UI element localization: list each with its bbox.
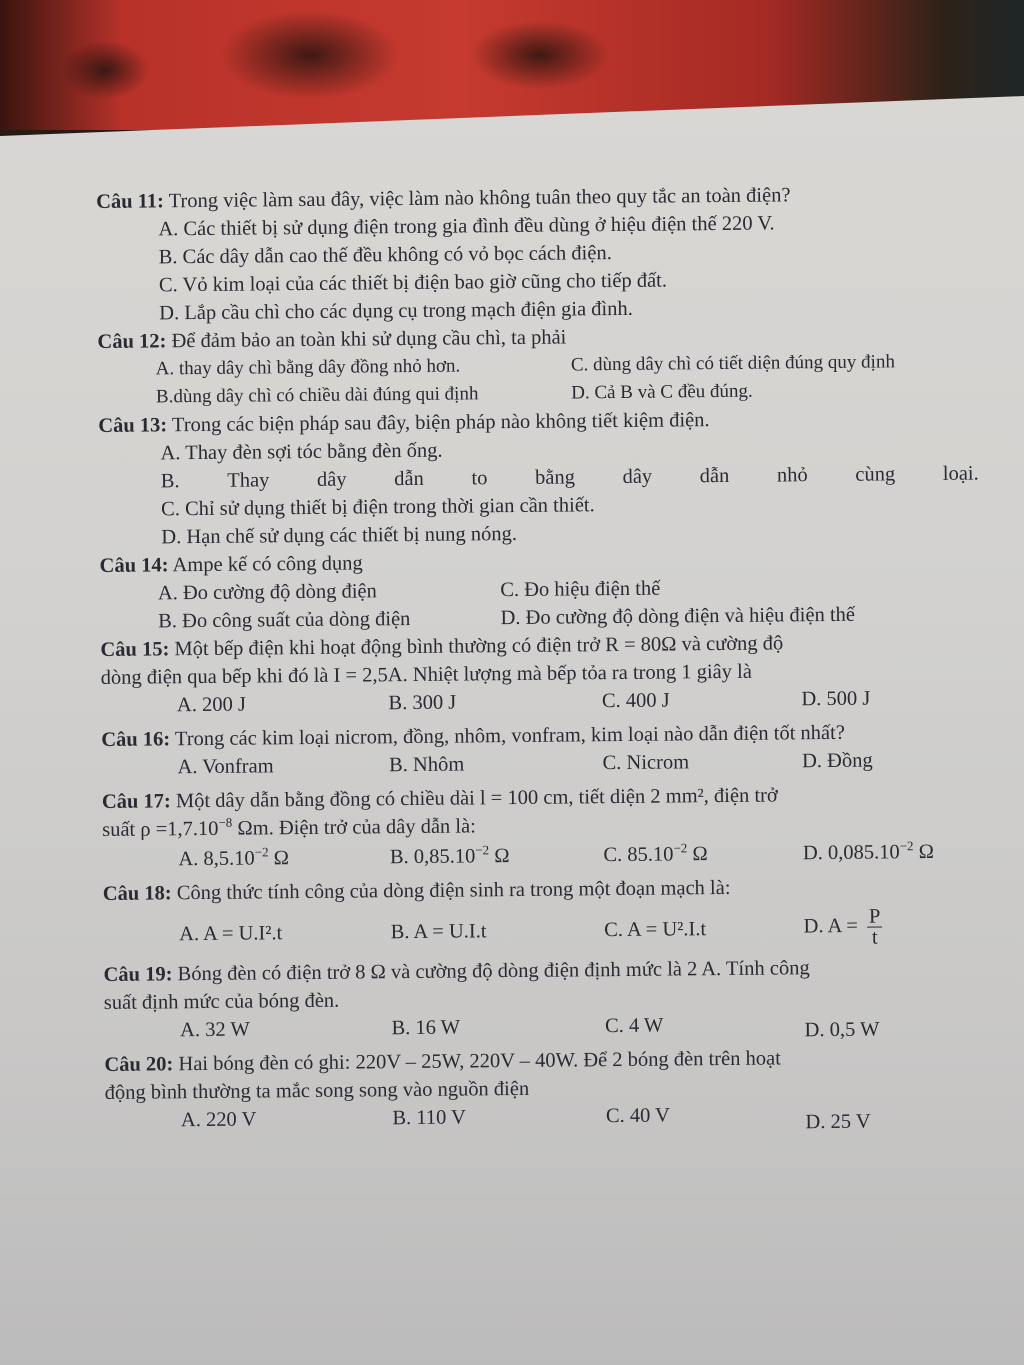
option-c: C. Đo hiệu điện thế: [500, 577, 661, 602]
option-b: B. Nhôm: [388, 753, 465, 777]
question-text: Để đảm bảo an toàn khi sử dụng cầu chì, ta phải: [171, 326, 567, 353]
option-c: C. 40 V: [605, 1104, 671, 1128]
word: dẫn: [699, 464, 730, 488]
exponent: −2: [475, 842, 490, 858]
option-d: D. Cả B và C đều đúng.: [571, 380, 753, 404]
fraction-numerator: P: [868, 905, 881, 928]
option-b: B.dùng dây chì có chiều dài đúng qui định: [155, 383, 479, 408]
exponent: −2: [254, 844, 269, 860]
word: loại.: [942, 462, 979, 485]
word: dây: [622, 465, 653, 488]
question-number: Câu 19:: [103, 963, 173, 986]
word: dẫn: [394, 467, 424, 491]
option-unit: Ω: [268, 847, 290, 870]
question-15: [100, 627, 1011, 720]
option-a: A. Thay đèn sợi tóc bằng đèn ống.: [160, 439, 443, 465]
word: Thay: [227, 469, 270, 492]
exponent: −8: [218, 814, 233, 830]
question-text: Trong các biện pháp sau đây, biện pháp nào không tiết kiệm điện.: [171, 409, 710, 437]
question-14: [99, 543, 1010, 636]
option-prefix: D. A =: [803, 914, 864, 938]
question-number: Câu 20:: [104, 1053, 174, 1076]
option-d: D. 0,5 W: [804, 1018, 880, 1042]
question-text-continued: động bình thường ta mắc song song vào nguồn điện: [104, 1077, 530, 1104]
option-a: A. 32 W: [179, 1018, 250, 1042]
option-b: B. A = U.I.t: [390, 919, 487, 943]
question-17: [102, 779, 1013, 874]
option-a: A. thay dây chì bằng dây đồng nhỏ hơn.: [155, 355, 461, 380]
option-b: B. Đo công suất của dòng điện: [158, 608, 411, 633]
question-20: [104, 1042, 1015, 1143]
question-text: Ampe kế có công dụng: [172, 552, 363, 577]
option-a: A. Vonfram: [177, 755, 274, 779]
question-19: [103, 952, 1014, 1051]
question-16: [101, 717, 1011, 782]
option-d: D. 500 J: [801, 687, 871, 711]
word: to: [471, 467, 488, 490]
exponent: −2: [899, 838, 914, 854]
question-text: Một bếp điện khi hoạt động bình thường có điện trở R = 80Ω và cường độ: [174, 632, 784, 661]
question-text: Một dây dẫn bằng đồng có chiều dài l = 100 cm, tiết diện 2 mm², điện trở: [175, 784, 778, 813]
question-18: [103, 871, 1014, 955]
word: B.: [160, 470, 180, 493]
text-segment: Ωm. Điện trở của dây dẫn là:: [232, 815, 476, 840]
dark-smudge: [220, 10, 400, 100]
option-c: C. Chỉ sử dụng thiết bị điện trong thời gian cần thiết.: [160, 494, 595, 521]
question-12: [97, 319, 1008, 412]
option-unit: Ω: [489, 845, 510, 868]
question-text: Bóng đèn có điện trở 8 Ω và cường độ dòng điện định mức là 2 A. Tính công: [177, 957, 810, 986]
option-base: A. 8,5.10: [178, 847, 255, 871]
option-d: D. Đồng: [801, 749, 873, 773]
option-base: D. 0,085.10: [802, 841, 900, 865]
question-text-continued: suất định mức của bóng đèn.: [103, 989, 340, 1014]
fraction-denominator: t: [871, 926, 878, 949]
question-number: Câu 14:: [99, 554, 169, 577]
option-b: B. Các dây dẫn cao thế đều không có vỏ bọc cách điện.: [158, 242, 612, 269]
question-number: Câu 11:: [96, 190, 165, 213]
word: dây: [316, 468, 347, 491]
option-a: A. Các thiết bị sử dụng điện trong gia đình đều dùng ở hiệu điện thế 220 V.: [158, 212, 775, 241]
option-c: C. A = U².I.t: [604, 917, 707, 941]
question-number: Câu 17:: [101, 790, 171, 813]
option-c: [557, 839, 785, 869]
fraction: [867, 906, 883, 947]
option-unit: Ω: [913, 840, 935, 864]
option-base: B. 0,85.10: [389, 845, 476, 869]
option-d: [785, 905, 1013, 948]
option-b: B. 16 W: [391, 1016, 461, 1040]
question-text: Hai bóng đèn có ghi: 220V – 25W, 220V – 40W. Để 2 bóng đèn trên hoạt: [178, 1047, 781, 1076]
word: cùng: [855, 463, 896, 486]
option-a: A. 220 V: [180, 1108, 257, 1132]
question-13: [98, 403, 1009, 552]
option-d: D. 25 V: [805, 1110, 871, 1134]
text-segment: suất ρ =1,7.10: [102, 817, 219, 841]
option-c: C. Nicrom: [602, 751, 690, 775]
exponent: −2: [673, 840, 688, 856]
option-base: C. 85.10: [603, 843, 674, 867]
option-d: [785, 837, 1013, 867]
option-c: C. Vỏ kim loại của các thiết bị điện bao giờ cũng cho tiếp đất.: [158, 269, 668, 297]
option-c: C. dùng dây chì có tiết diện đúng quy định: [570, 351, 896, 376]
option-a: A. 200 J: [176, 693, 246, 717]
question-text-continued: dòng điện qua bếp khi đó là I = 2,5A. Nhiệt lượng mà bếp tỏa ra trong 1 giây là: [100, 660, 752, 689]
question-number: Câu 16:: [101, 728, 171, 751]
option-d: D. Lắp cầu chì cho các dụng cụ trong mạch điện gia đình.: [159, 297, 633, 325]
question-text: Trong việc làm sau đây, việc làm nào không tuân theo quy tắc an toàn điện?: [168, 184, 791, 213]
option-a: A. Đo cường độ dòng điện: [157, 580, 377, 605]
word: nhỏ: [776, 464, 808, 487]
option-a: [102, 844, 330, 874]
question-number: Câu 15:: [100, 638, 170, 661]
option-a: A. A = U.I².t: [179, 921, 283, 945]
option-d: D. Hạn chế sử dụng các thiết bị nung nóng.: [161, 522, 517, 549]
option-b: B. 110 V: [392, 1106, 467, 1130]
question-text: Công thức tính công của dòng điện sinh ra trong một đoạn mạch là:: [176, 876, 731, 905]
question-number: Câu 13:: [98, 414, 168, 437]
question-number: Câu 12:: [97, 330, 167, 353]
option-b: [330, 842, 558, 872]
dark-smudge: [470, 20, 610, 90]
exam-content: [96, 179, 1015, 1143]
word: bằng: [534, 466, 575, 489]
dark-smudge: [60, 40, 150, 100]
option-d: D. Đo cường độ dòng điện và hiệu điện thế: [500, 603, 856, 630]
question-number: Câu 18:: [102, 882, 172, 905]
question-11: [96, 179, 1007, 328]
option-c: C. 4 W: [604, 1014, 664, 1038]
question-text: Trong các kim loại nicrom, đồng, nhôm, vonfram, kim loại nào dẫn điện tốt nhất?: [174, 721, 845, 751]
option-b: B. 300 J: [388, 691, 457, 715]
option-c: C. 400 J: [601, 689, 670, 713]
option-unit: Ω: [687, 843, 708, 866]
